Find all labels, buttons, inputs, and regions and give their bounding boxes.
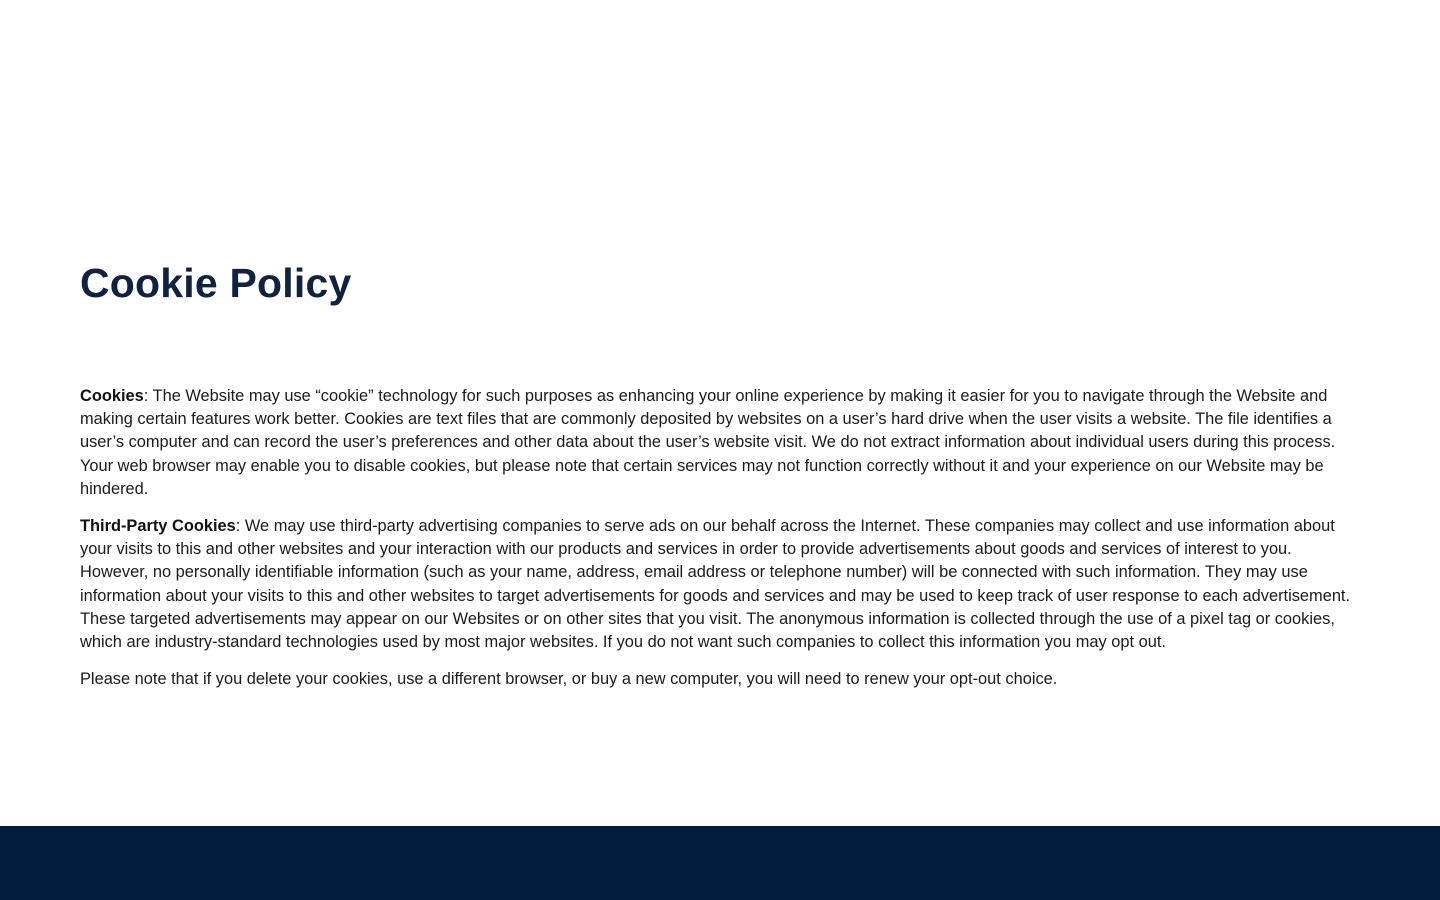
page-footer	[0, 826, 1440, 900]
third-party-cookies-heading: Third-Party Cookies	[80, 517, 236, 536]
third-party-cookies-paragraph	[80, 515, 1362, 654]
cookies-heading: Cookies	[80, 387, 144, 405]
opt-out-note-text: Please note that if you delete your cookies, use a different browser, or buy a new computer, you will need to renew your opt-out choice.	[80, 670, 1058, 689]
policy-body	[80, 385, 1362, 705]
page-title: Cookie Policy	[80, 260, 352, 306]
cookies-text: : The Website may use “cookie” technology for such purposes as enhancing your online experience by making it easier for you to navigate through the Website and making certain features work better. Cookies are text files that are commonly deposited by websites on a user’s hard drive when the user visits a website. The file identifies a user’s computer and can record the user’s preferences and other data about the user’s website visit. We do not extract information about individual users during this process. Your web browser may enable you to disable cookies, but please note that certain services may not function correctly without it and your experience on our Website may be hindered.	[80, 387, 1336, 498]
third-party-cookies-text: : We may use third-party advertising companies to serve ads on our behalf across the Internet. These companies may collect and use information about your visits to this and other websites and your interaction with our products and services in order to provide advertisements about goods and services of interest to you. However, no personally identifiable information (such as your name, address, email address or telephone number) will be connected with such information. They may use information about your visits to this and other websites to target advertisements for goods and services and may be used to keep track of user response to each advertisement. These targeted advertisements may appear on our Websites or on other sites that you visit. The anonymous information is collected through the use of a pixel tag or cookies, which are industry-standard technologies used by most major websites. If you do not want such companies to collect this information you may opt out.	[80, 517, 1351, 652]
cookies-paragraph	[80, 385, 1362, 501]
opt-out-note-paragraph	[80, 668, 1362, 691]
